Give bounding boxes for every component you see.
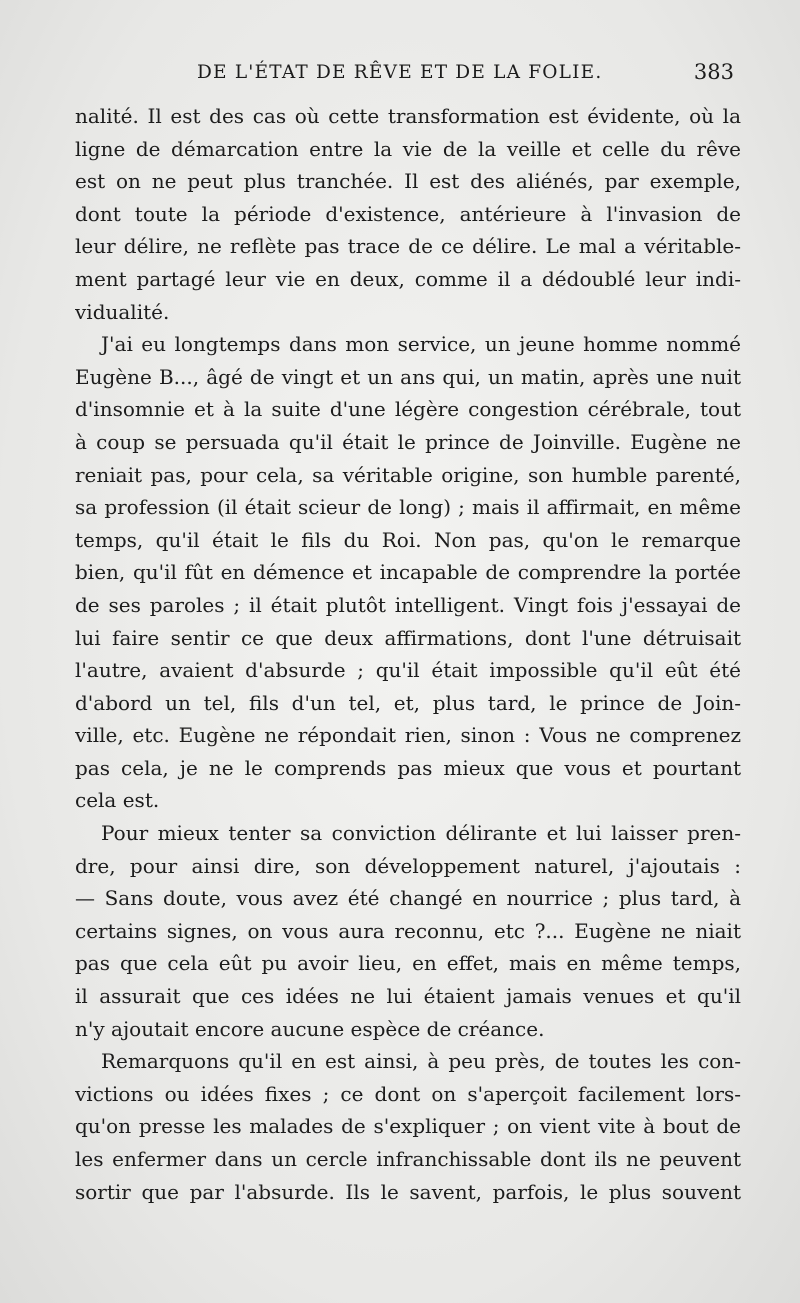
text-line: bien, qu'il fût en démence et incapable de comprendre la portée: [75, 560, 741, 585]
page-number: 383: [693, 60, 734, 84]
text-line: ligne de démarcation entre la vie de la veille et celle du rêve: [75, 136, 741, 161]
running-header: [75, 62, 740, 92]
text-line: d'insomnie et à la suite d'une légère congestion cérébrale, tout: [75, 397, 741, 422]
text-line: Eugène B..., âgé de vingt et un ans qui, un matin, après une nuit: [75, 364, 741, 389]
text-line: l'autre, avaient d'absurde ; qu'il était impossible qu'il eût été: [75, 658, 741, 683]
text-line: certains signes, on vous aura reconnu, etc ?... Eugène ne niait: [75, 918, 741, 943]
text-line: pas que cela eût pu avoir lieu, en effet, mais en même temps,: [75, 951, 741, 976]
text-line: vidualité.: [75, 299, 170, 324]
text-line: d'abord un tel, fils d'un tel, et, plus tard, le prince de Join-: [75, 690, 741, 715]
text-line: qu'on presse les malades de s'expliquer ; on vient vite à bout de: [75, 1114, 741, 1139]
text-line: leur délire, ne reflète pas trace de ce délire. Le mal a véritable-: [75, 234, 741, 259]
text-line: les enfermer dans un cercle infranchissable dont ils ne peuvent: [75, 1147, 741, 1171]
text-line: à coup se persuada qu'il était le prince de Joinville. Eugène ne: [75, 429, 741, 454]
text-line: sa profession (il était scieur de long) ; mais il affirmait, en même: [75, 495, 741, 520]
text-line: sortir que par l'absurde. Ils le savent, parfois, le plus souvent: [75, 1179, 741, 1204]
text-line: ment partagé leur vie en deux, comme il a dédoublé leur indi-: [75, 266, 741, 291]
text-line: n'y ajoutait encore aucune espèce de créance.: [75, 1016, 545, 1041]
text-line: Remarquons qu'il en est ainsi, à peu près, de toutes les con-: [101, 1049, 741, 1074]
text-line: — Sans doute, vous avez été changé en nourrice ; plus tard, à: [75, 886, 741, 911]
running-title: DE L'ÉTAT DE RÊVE ET DE LA FOLIE.: [197, 62, 603, 83]
text-line: reniait pas, pour cela, sa véritable origine, son humble parenté,: [75, 462, 741, 487]
text-line: de ses paroles ; il était plutôt intelligent. Vingt fois j'essayai de: [75, 592, 741, 617]
text-line: cela est.: [75, 788, 160, 813]
body-text: [75, 100, 741, 1208]
text-line: dont toute la période d'existence, antérieure à l'invasion de: [75, 201, 741, 226]
text-line: est on ne peut plus tranchée. Il est des aliénés, par exemple,: [75, 169, 741, 194]
text-line: victions ou idées fixes ; ce dont on s'aperçoit facilement lors-: [75, 1081, 741, 1106]
text-line: il assurait que ces idées ne lui étaient jamais venues et qu'il: [75, 984, 741, 1009]
text-line: Pour mieux tenter sa conviction délirante et lui laisser pren-: [101, 821, 741, 846]
text-line: dre, pour ainsi dire, son développement naturel, j'ajoutais :: [75, 853, 741, 878]
text-line: nalité. Il est des cas où cette transformation est évidente, où la: [75, 104, 741, 128]
text-line: pas cela, je ne le comprends pas mieux que vous et pourtant: [75, 755, 741, 780]
text-line: ville, etc. Eugène ne répondait rien, sinon : Vous ne comprenez: [75, 723, 741, 748]
text-line: J'ai eu longtemps dans mon service, un jeune homme nommé: [101, 332, 741, 357]
text-line: lui faire sentir ce que deux affirmations, dont l'une détruisait: [75, 625, 741, 650]
text-line: temps, qu'il était le fils du Roi. Non pas, qu'on le remarque: [75, 527, 741, 552]
